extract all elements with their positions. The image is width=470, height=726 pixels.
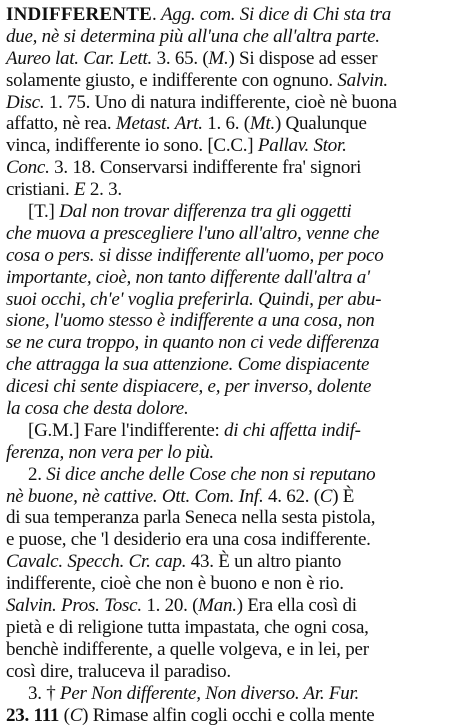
- text-line: [6, 113, 464, 135]
- text-run: nè buone, nè cattive. Ott. Com. Inf.: [6, 486, 263, 507]
- text-run: .: [152, 4, 161, 25]
- text-run: affatto, nè rea.: [6, 113, 116, 134]
- text-run: che muova a prescegliere l'uno all'altro, venne che: [6, 223, 379, 244]
- text-line: [6, 223, 464, 245]
- text-run: di chi affetta indif-: [224, 420, 361, 441]
- text-run: 3. 65. (: [152, 48, 208, 69]
- text-line: [6, 289, 464, 311]
- text-line: [6, 595, 464, 617]
- text-line: [6, 4, 464, 26]
- text-run: INDIFFERENTE: [6, 4, 152, 25]
- text-run: cristiani.: [6, 179, 74, 200]
- text-run: Dal non trovar differenza tra gli oggetti: [59, 201, 351, 222]
- text-line: [6, 201, 464, 223]
- text-run: Aureo lat. Car. Lett.: [6, 48, 152, 69]
- text-run: Cavalc. Specch. Cr. cap.: [6, 551, 186, 572]
- text-run: E: [74, 179, 85, 200]
- text-run: 3. †: [28, 683, 60, 704]
- text-run: Pallav. Stor.: [258, 135, 347, 156]
- text-run: la cosa che desta dolore.: [6, 398, 188, 419]
- text-run: così dire, traluceva il paradiso.: [6, 661, 231, 682]
- text-run: ) È: [332, 486, 354, 507]
- text-run: 2.: [28, 464, 46, 485]
- text-line: [6, 442, 464, 464]
- text-run: Mt.: [250, 113, 275, 134]
- text-run: importante, cioè, non tanto differente dall'altra a': [6, 267, 370, 288]
- text-run: :: [215, 420, 225, 441]
- text-line: [6, 48, 464, 70]
- text-run: 1. 20. (: [142, 595, 198, 616]
- text-run: 43. È un altro pianto: [186, 551, 341, 572]
- text-run: e puose, che 'l desiderio era una cosa indifferente.: [6, 529, 371, 550]
- text-line: [6, 507, 464, 529]
- text-run: 4. 62. (: [263, 486, 319, 507]
- text-run: ) Rimase alfin cogli occhi e colla mente: [82, 705, 374, 726]
- text-line: [6, 529, 464, 551]
- text-run: Salvin. Pros. Tosc.: [6, 595, 142, 616]
- text-line: [6, 310, 464, 332]
- text-line: [6, 332, 464, 354]
- text-line: [6, 639, 464, 661]
- text-line: [6, 354, 464, 376]
- text-line: [6, 376, 464, 398]
- text-line: [6, 661, 464, 683]
- text-run: Conc.: [6, 157, 50, 178]
- text-run: Si dice anche delle Cose che non si reputano: [46, 464, 375, 485]
- text-run: Salvin.: [337, 70, 388, 91]
- text-run: ) Si dispose ad esser: [228, 48, 377, 69]
- text-run: solamente giusto, e indifferente con ognuno.: [6, 70, 337, 91]
- text-run: [T.]: [28, 201, 59, 222]
- text-run: sione, l'uomo stesso è indifferente a una cosa, non: [6, 310, 374, 331]
- text-line: [6, 267, 464, 289]
- text-run: cosa o pers. si disse indifferente all'uomo, per poco: [6, 245, 383, 266]
- text-run: (: [59, 705, 70, 726]
- text-run: Metast. Art.: [116, 113, 203, 134]
- text-run: ) Era ella così di: [237, 595, 357, 616]
- entry-text: [6, 4, 464, 726]
- text-run: 23. 111: [6, 705, 59, 726]
- text-run: 2. 3.: [85, 179, 122, 200]
- text-run: ) Qualunque: [275, 113, 367, 134]
- text-run: Disc.: [6, 92, 44, 113]
- text-line: [6, 135, 464, 157]
- text-line: [6, 573, 464, 595]
- text-run: vinca, indifferente io sono. [C.C.]: [6, 135, 258, 156]
- text-run: due, nè si determina più all'una che all'altra parte.: [6, 26, 380, 47]
- text-line: [6, 486, 464, 508]
- text-line: [6, 245, 464, 267]
- text-run: ferenza, non vera per lo più.: [6, 442, 214, 463]
- text-run: benchè indifferente, a quelle volgeva, e in lei, per: [6, 639, 369, 660]
- dictionary-entry: [6, 4, 464, 726]
- text-run: 1. 75. Uno di natura indifferente, cioè nè buona: [44, 92, 397, 113]
- text-line: [6, 551, 464, 573]
- text-run: pietà e di religione tutta impastata, che ogni cosa,: [6, 617, 369, 638]
- text-line: [6, 179, 464, 201]
- text-line: [6, 398, 464, 420]
- text-run: Man.: [198, 595, 237, 616]
- text-run: 1. 6. (: [203, 113, 250, 134]
- text-run: dicesi chi sente dispiacere, e, per inverso, dolente: [6, 376, 371, 397]
- text-run: di sua temperanza parla Seneca nella sesta pistola,: [6, 507, 375, 528]
- text-line: [6, 420, 464, 442]
- text-run: che attragga la sua attenzione. Come dispiacente: [6, 354, 369, 375]
- text-line: [6, 70, 464, 92]
- text-line: [6, 26, 464, 48]
- text-line: [6, 92, 464, 114]
- text-line: [6, 157, 464, 179]
- text-line: [6, 705, 464, 726]
- text-run: indifferente, cioè che non è buono e non è rio.: [6, 573, 344, 594]
- text-run: suoi occhi, ch'e' voglia preferirla. Quindi, per abu-: [6, 289, 381, 310]
- text-run: se ne cura troppo, in quanto non ci vede differenza: [6, 332, 379, 353]
- text-run: M.: [208, 48, 228, 69]
- text-line: [6, 683, 464, 705]
- text-run: Per Non differente, Non diverso. Ar. Fur.: [60, 683, 359, 704]
- text-run: C: [320, 486, 332, 507]
- text-line: [6, 617, 464, 639]
- text-run: 3. 18. Conservarsi indifferente fra' signori: [50, 157, 362, 178]
- text-run: [G.M.] Fare l'indifferente: [28, 420, 215, 441]
- text-run: Agg. com. Si dice di Chi sta tra: [161, 4, 391, 25]
- text-line: [6, 464, 464, 486]
- text-run: C: [70, 705, 82, 726]
